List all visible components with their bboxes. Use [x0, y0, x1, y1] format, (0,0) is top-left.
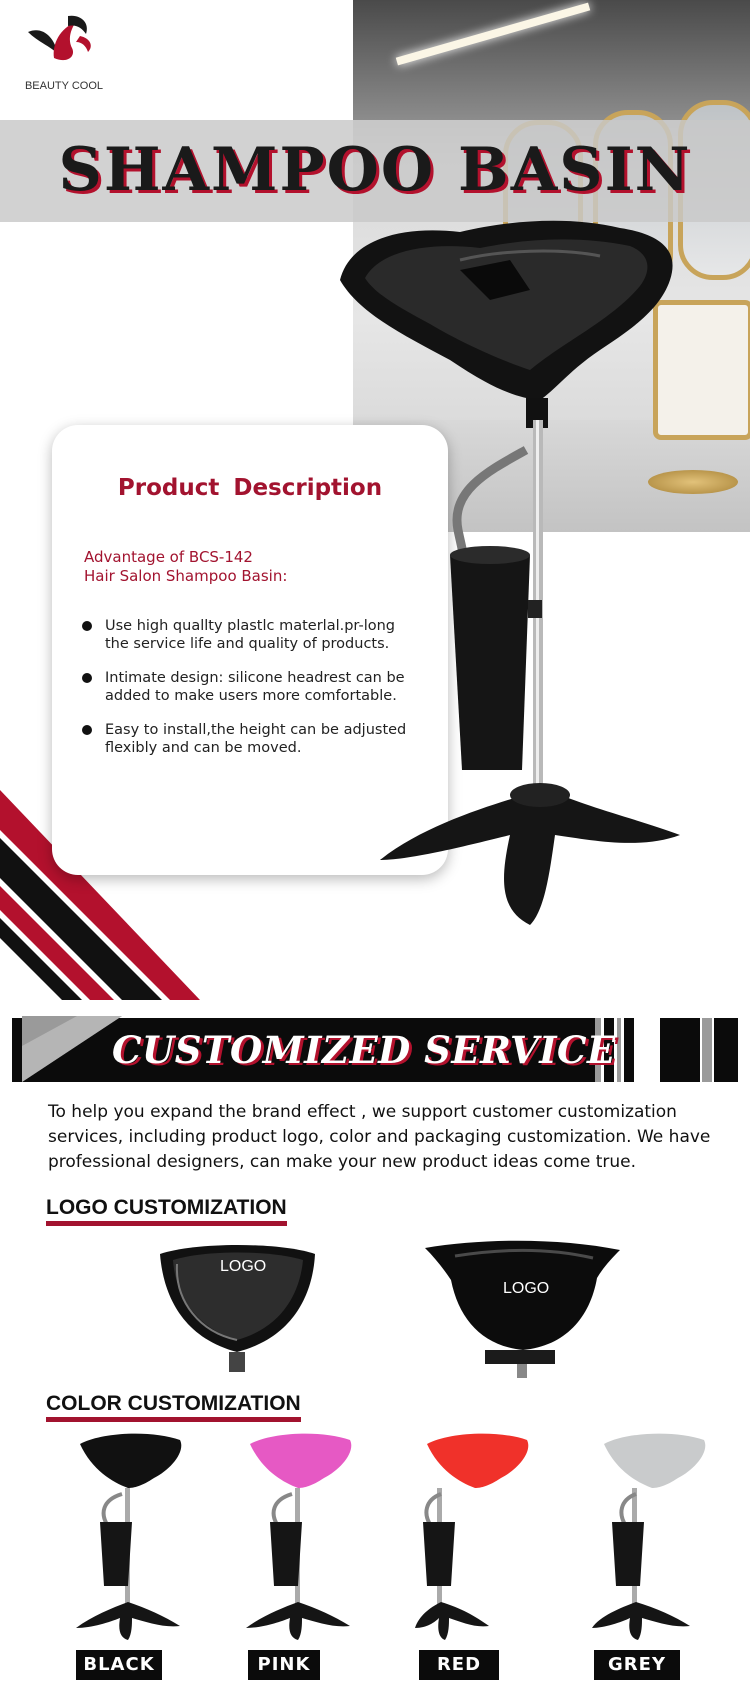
logo-customization-heading: LOGO CUSTOMIZATION	[46, 1196, 287, 1222]
color-option-pink	[238, 1430, 368, 1683]
shampoo-basin-product-image	[340, 220, 750, 1000]
brand-name: BEAUTY COOL	[24, 80, 104, 92]
logo-sample-label: LOGO	[220, 1258, 267, 1275]
color-label-grey: GREY	[594, 1650, 680, 1680]
page-title: SHAMPOO BASIN	[58, 135, 692, 205]
bullet-icon	[82, 725, 92, 735]
color-customization-heading: COLOR CUSTOMIZATION	[46, 1392, 301, 1418]
color-label-black: BLACK	[76, 1650, 162, 1680]
banner-triangle-icon	[22, 1016, 122, 1082]
color-label-red: RED	[419, 1650, 499, 1680]
description-heading: Product Description	[117, 475, 383, 501]
color-option-red	[415, 1430, 545, 1683]
list-item: Use high quallty plastlc materlal.pr-long the service life and quality of products.	[80, 617, 410, 653]
bullet-icon	[82, 621, 92, 631]
brand-logo	[24, 14, 104, 96]
service-banner	[12, 1018, 738, 1082]
logo-sample-label: LOGO	[503, 1280, 550, 1297]
color-option-black	[62, 1430, 192, 1683]
advantage-heading: Advantage of BCS-142 Hair Salon Shampoo Basin:	[84, 548, 288, 585]
color-label-pink: PINK	[248, 1650, 320, 1680]
basin-grey-image	[592, 1430, 722, 1642]
swan-logo-icon	[24, 14, 104, 78]
bullet-icon	[82, 673, 92, 683]
basin-red-image	[415, 1430, 545, 1642]
logo-sample-basin-image	[425, 1238, 620, 1378]
list-item: Intimate design: silicone headrest can be added to make users more comfortable.	[80, 669, 410, 705]
service-description: To help you expand the brand effect , we support customer customization services, including product logo, color and packaging customization. We have professional designers, can make your new product ideas come true.	[48, 1102, 711, 1172]
color-option-grey	[592, 1430, 722, 1683]
service-title: CUSTOMIZED SERVICE	[112, 1028, 616, 1072]
basin-pink-image	[238, 1430, 368, 1642]
basin-black-image	[62, 1430, 192, 1642]
list-item: Easy to install,the height can be adjusted flexibly and can be moved.	[80, 721, 410, 757]
